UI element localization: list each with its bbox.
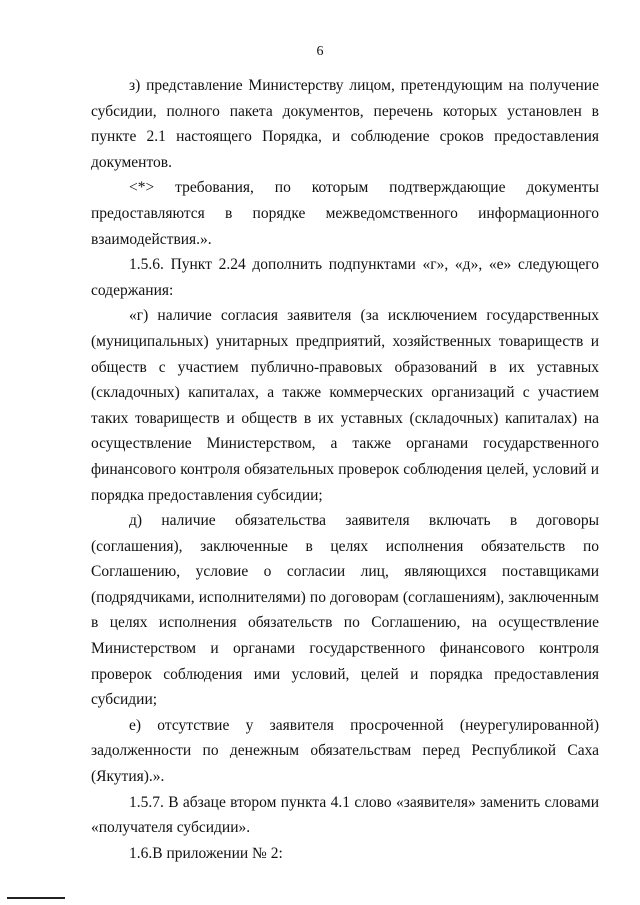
paragraph-subitem-g: «г) наличие согласия заявителя (за исключением государственных (муниципальных) унитарных предприятий, хозяйственных товариществ и обществ с участием публично-правовых образований в их уставных (складочных) капиталах, а также коммерческих организаций с участием таких товариществ и обществ в их уставных (складочных) капиталах) на осуществление Министерством, а также органами государственного финансового контроля обязательных проверок соблюдения целей, условий и порядка предоставления субсидии;	[91, 307, 599, 504]
paragraph-subitem-d: д) наличие обязательства заявителя включать в договоры (соглашения), заключенные в целях исполнения обязательств по Соглашению, условие о согласии лиц, являющихся поставщиками (подрядчиками, исполнителями) по договорам (соглашениям), заключенным в целях исполнения обязательств по Соглашению, на осуществление Министерством и органами государственного финансового контроля проверок соблюдения ими условий, целей и порядка предоставления субсидии;	[91, 512, 599, 709]
paragraph-1-5-6: 1.5.6. Пункт 2.24 дополнить подпунктами «г», «д», «е» следующего содержания:	[91, 256, 599, 299]
document-body	[91, 73, 599, 866]
page-number: 6	[316, 44, 324, 59]
paragraph-footnote-requirements: <*> требования, по которым подтверждающие документы предоставляются в порядке межведомственного информационного взаимодействия.».	[91, 179, 599, 248]
paragraph-item-z: з) представление Министерству лицом, претендующим на получение субсидии, полного пакета документов, перечень которых установлен в пункте 2.1 настоящего Порядка, и соблюдение сроков предоставления документов.	[91, 77, 599, 171]
paragraph-subitem-e: е) отсутствие у заявителя просроченной (неурегулированной) задолженности по денежным обязательствам перед Республикой Саха (Якутия).».	[91, 716, 599, 786]
paragraph-1-5-7: 1.5.7. В абзаце втором пункта 4.1 слово «заявителя» заменить словами «получателя субсидии».	[91, 793, 599, 837]
paragraph-1-6: 1.6.В приложении № 2:	[129, 844, 283, 862]
footnote-divider	[7, 897, 65, 899]
